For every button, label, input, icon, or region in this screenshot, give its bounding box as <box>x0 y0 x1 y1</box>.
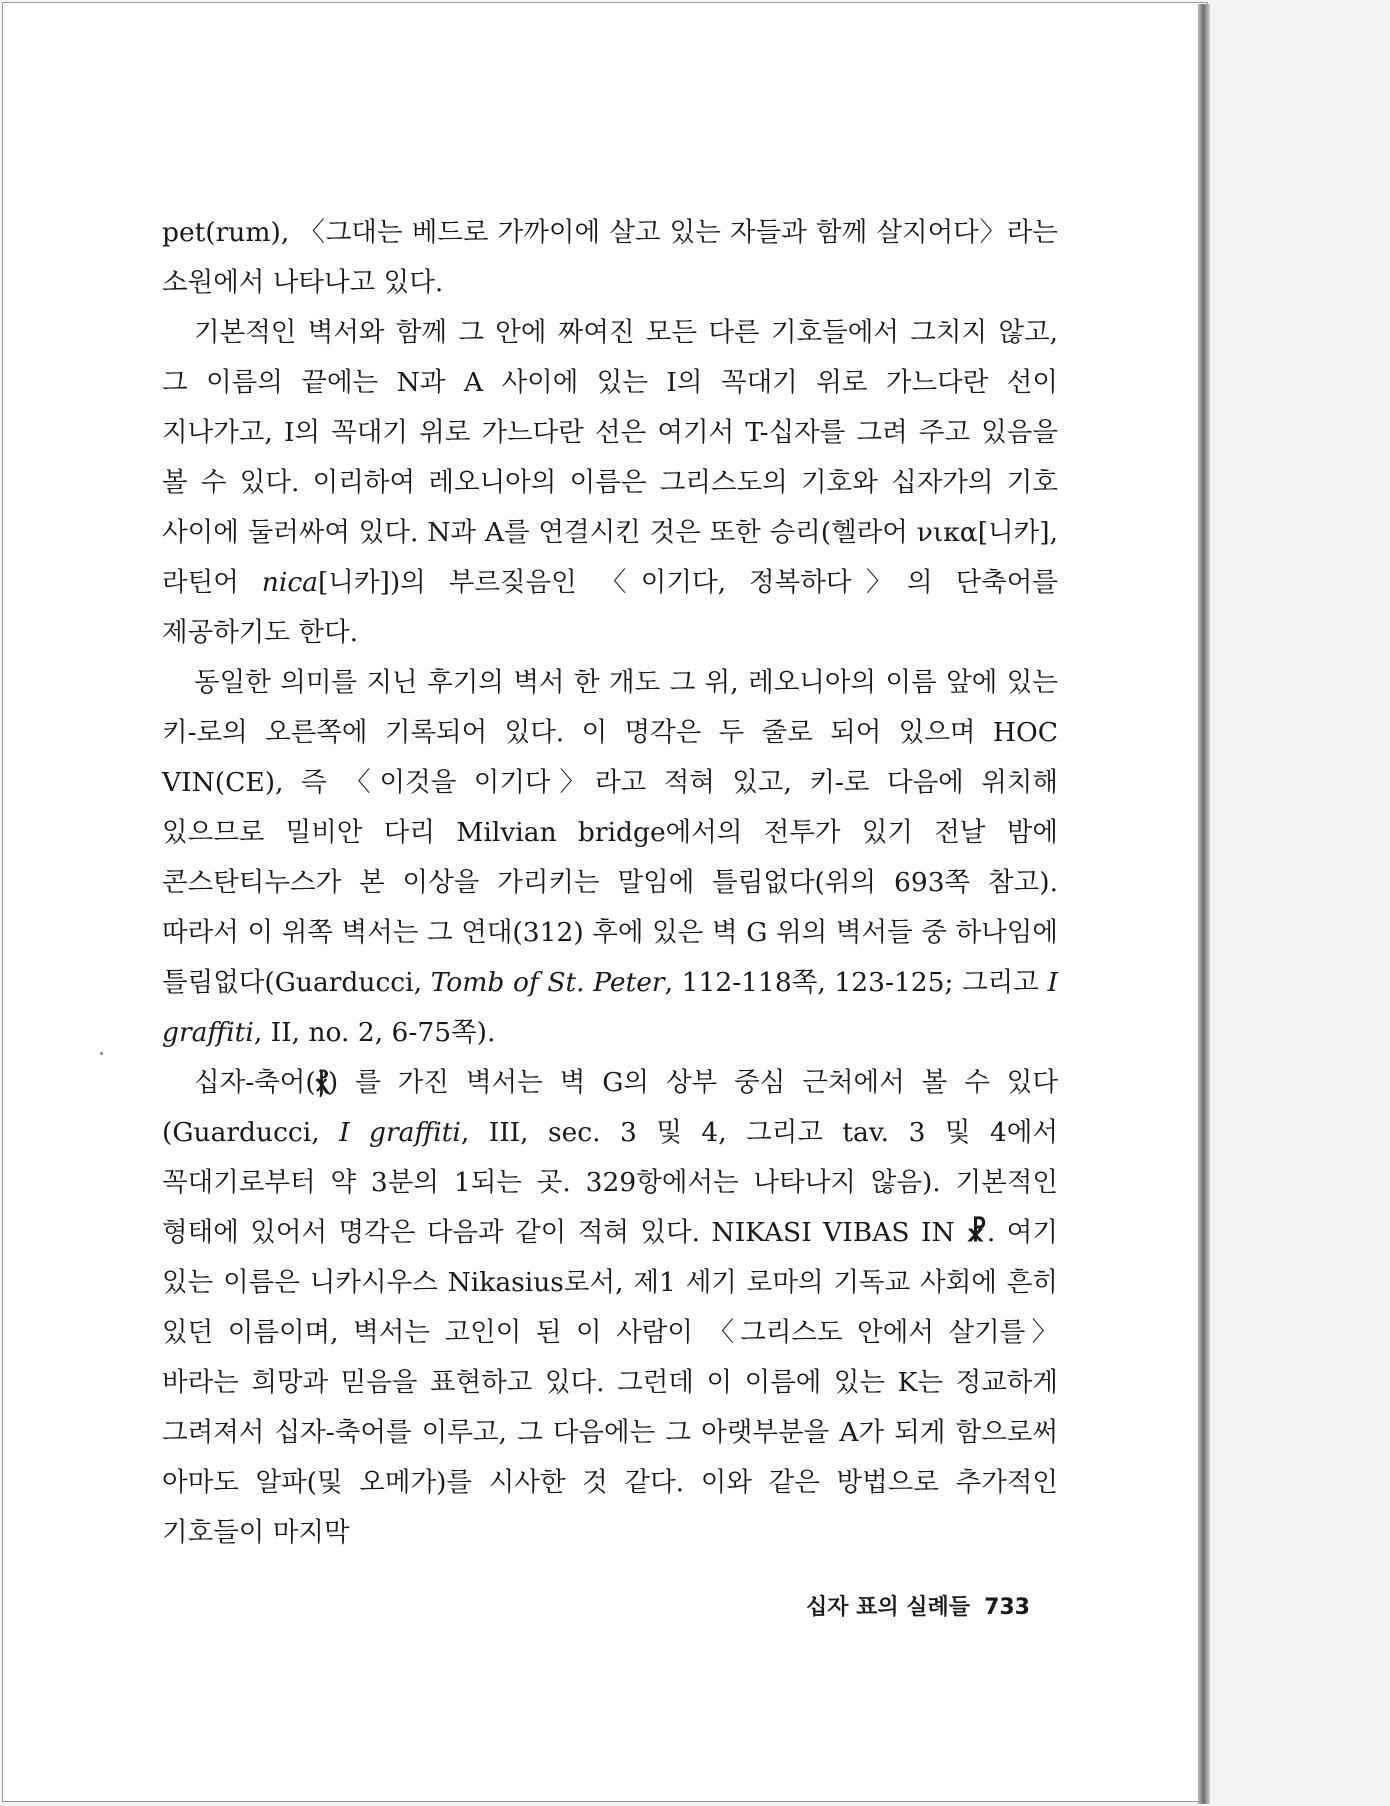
paragraph-4-text-a: 십자-축어( <box>194 1067 316 1098</box>
book-title-graffiti-2: I graffiti <box>339 1117 461 1148</box>
page-footer <box>806 1590 1030 1621</box>
paragraph-4 <box>162 1058 1058 1558</box>
book-title-graffiti: I graffiti <box>162 967 1058 1048</box>
paragraph-1-text: pet(rum), 〈그대는 베드로 가까이에 살고 있는 자들과 함께 살지어다〉라는 소원에서 나타나고 있다. <box>162 217 1058 298</box>
paragraph-4-text-d: . 여기 있는 이름은 니카시우스 Nikasius로서, 제1 세기 로마의 기독교 사회에 흔히 있던 이름이며, 벽서는 고인이 된 이 사람이 〈그리스도 안에서 살기를〉 바라는 희망과 믿음을 표현하고 있다. 그런데 이 이름에 있는 K는 정교하게 그려져서 십자-축어를 이루고, 그 다음에는 그 아랫부분을 A가 되게 함으로써 아마도 알파(및 오메가)를 시사한 것 같다. 이와 같은 방법으로 추가적인 기호들이 마지막 <box>162 1217 1059 1548</box>
paragraph-2-text-c: [니카])의 부르짖음인 〈이기다, 정복하다〉의 단축어를 제공하기도 한다. <box>162 567 1058 648</box>
paragraph-4-text-c: , III, sec. 3 및 4, 그리고 tav. 3 및 4에서 꼭대기로부터 약 3분의 1되는 곳. 329항에서는 나타나지 않음). 기본적인 형태에 있어서 명각은 다음과 같이 적혀 있다. NIKASI VIBAS IN <box>162 1117 1059 1248</box>
paragraph-1 <box>162 208 1058 308</box>
staurogram-icon: ⳩ <box>315 1067 328 1098</box>
book-title-tomb: Tomb of St. Peter <box>430 967 665 998</box>
scan-speck <box>100 1052 103 1055</box>
paragraph-3-text-c: , II, no. 2, 6-75쪽). <box>253 1017 496 1048</box>
paragraph-3-text-a: 동일한 의미를 지닌 후기의 벽서 한 개도 그 위, 레오니아의 이름 앞에 있는 키-로의 오른쪽에 기록되어 있다. 이 명각은 두 줄로 되어 있으며 HOC VIN(CE), 즉 〈이것을 이기다〉라고 적혀 있고, 키-로 다음에 위치해 있으므로 밀비안 다리 Milvian bridge에서의 전투가 있기 전날 밤에 콘스탄티누스가 본 이상을 가리키는 말임에 틀림없다(위의 693쪽 참고). 따라서 이 위쪽 벽서는 그 연대(312) 후에 있은 벽 G 위의 벽서들 중 하나임에 틀림없다(Guarducci, <box>162 667 1058 998</box>
body-text <box>162 208 1058 1558</box>
greek-word: νικα <box>916 517 978 548</box>
paragraph-2-text-a: 기본적인 벽서와 함께 그 안에 짜여진 모든 다른 기호들에서 그치지 않고, 그 이름의 끝에는 N과 A 사이에 있는 I의 꼭대기 위로 가느다란 선이 지나가고, I의 꼭대기 위로 가느다란 선은 여기서 T-십자를 그려 주고 있음을 볼 수 있다. 이리하여 레오니아의 이름은 그리스도의 기호와 십자가의 기호 사이에 둘러싸여 있다. N과 A를 연결시킨 것은 또한 승리(헬라어 <box>162 317 1058 548</box>
running-title: 십자 표의 실례들 <box>805 1595 971 1620</box>
page-number: 733 <box>984 1595 1030 1620</box>
paragraph-2 <box>162 308 1058 658</box>
paragraph-3-text-b: , 112-118쪽, 123-125; 그리고 <box>664 967 1048 998</box>
paragraph-2-text-b: [니카], 라틴어 <box>162 517 1058 598</box>
chi-rho-icon: ☧ <box>966 1217 987 1248</box>
paragraph-4-text-b: ) 를 가진 벽서는 벽 G의 상부 중심 근처에서 볼 수 있다(Guarducci, <box>162 1067 1058 1148</box>
latin-word: nica <box>261 567 318 598</box>
paragraph-3 <box>162 658 1058 1058</box>
page-edge-shadow <box>1198 4 1210 1804</box>
